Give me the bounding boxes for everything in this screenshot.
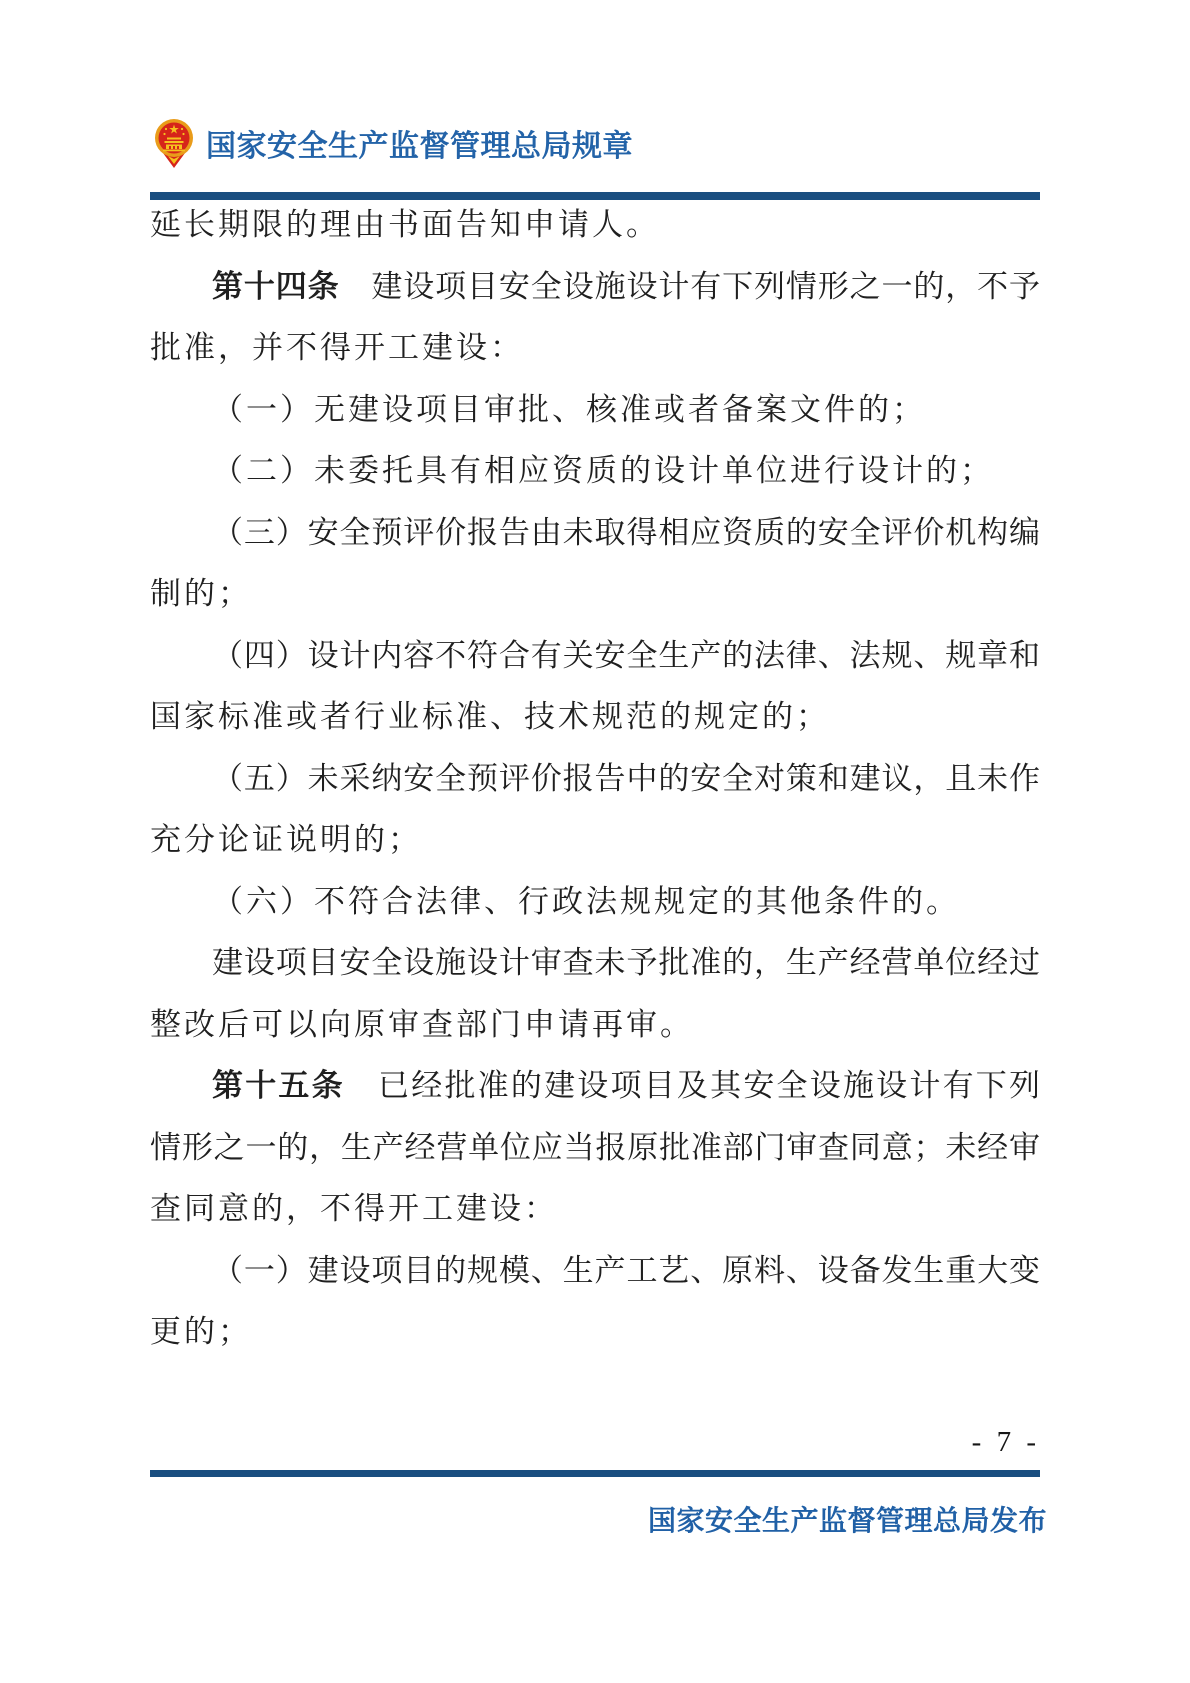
text-line [150, 809, 1040, 871]
article-number: 第十五条 [212, 1068, 345, 1103]
text-segment: （二）未委托具有相应资质的设计单位进行设计的； [212, 453, 994, 488]
text-segment: 批准，并不得开工建设： [150, 330, 524, 365]
text-line [150, 994, 1040, 1056]
text-line [150, 932, 1040, 994]
paragraph [150, 1240, 1040, 1363]
svg-text:★: ★ [169, 125, 179, 136]
text-line [150, 1055, 1040, 1117]
text-segment: 建设项目安全设施设计有下列情形之一的，不予 [339, 268, 1041, 304]
paragraph [150, 440, 1040, 502]
text-segment: 情形之一的，生产经营单位应当报原批准部门审查同意；未经审 [150, 1129, 1040, 1165]
text-segment: （四）设计内容不符合有关安全生产的法律、法规、规章和 [212, 637, 1040, 673]
text-line [150, 1240, 1040, 1302]
paragraph [150, 748, 1040, 871]
text-segment: 查同意的，不得开工建设： [150, 1191, 558, 1226]
text-line [150, 625, 1040, 687]
paragraph [150, 625, 1040, 748]
text-line [150, 1117, 1040, 1179]
text-segment: 整改后可以向原审查部门申请再审。 [150, 1006, 694, 1042]
article-number: 第十四条 [212, 268, 340, 304]
text-line [150, 563, 1040, 625]
page-number: - 7 - [971, 1426, 1040, 1458]
paragraph [150, 502, 1040, 625]
text-line [150, 317, 1040, 379]
text-segment: 制的； [150, 576, 252, 611]
text-line [150, 440, 1040, 502]
china-national-emblem-icon [152, 118, 196, 168]
paragraph [150, 932, 1040, 1055]
text-segment: （一）建设项目的规模、生产工艺、原料、设备发生重大变 [212, 1252, 1040, 1288]
document-header [152, 116, 1042, 170]
text-segment: 建设项目安全设施设计审查未予批准的，生产经营单位经过 [212, 945, 1040, 980]
text-segment: 国家标准或者行业标准、技术规范的规定的； [150, 699, 830, 734]
text-line [150, 194, 1040, 256]
text-line [150, 686, 1040, 748]
header-title: 国家安全生产监督管理总局规章 [206, 130, 633, 163]
text-segment: （五）未采纳安全预评价报告中的安全对策和建议，且未作 [212, 760, 1040, 796]
text-segment: 延长期限的理由书面告知申请人。 [150, 207, 660, 242]
text-line [150, 1301, 1040, 1363]
paragraph [150, 379, 1040, 441]
text-segment: （三）安全预评价报告由未取得相应资质的安全评价机构编 [212, 514, 1040, 550]
text-line [150, 871, 1040, 933]
text-line [150, 502, 1040, 564]
text-segment: （一）无建设项目审批、核准或者备案文件的； [212, 391, 926, 427]
paragraph [150, 1055, 1040, 1240]
text-segment: 充分论证说明的； [150, 822, 422, 857]
text-line [150, 256, 1040, 318]
text-segment: （六）不符合法律、行政法规规定的其他条件的。 [212, 883, 960, 919]
text-line [150, 748, 1040, 810]
footer-publisher: 国家安全生产监督管理总局发布 [647, 1506, 1047, 1537]
paragraph [150, 871, 1040, 933]
text-line [150, 379, 1040, 441]
document-body [150, 194, 1040, 1363]
footer-rule [150, 1470, 1040, 1477]
text-line [150, 1178, 1040, 1240]
text-segment: 更的； [150, 1314, 252, 1349]
text-segment: 已经批准的建设项目及其安全设施设计有下列 [344, 1068, 1041, 1103]
paragraph [150, 194, 1040, 256]
paragraph [150, 256, 1040, 379]
